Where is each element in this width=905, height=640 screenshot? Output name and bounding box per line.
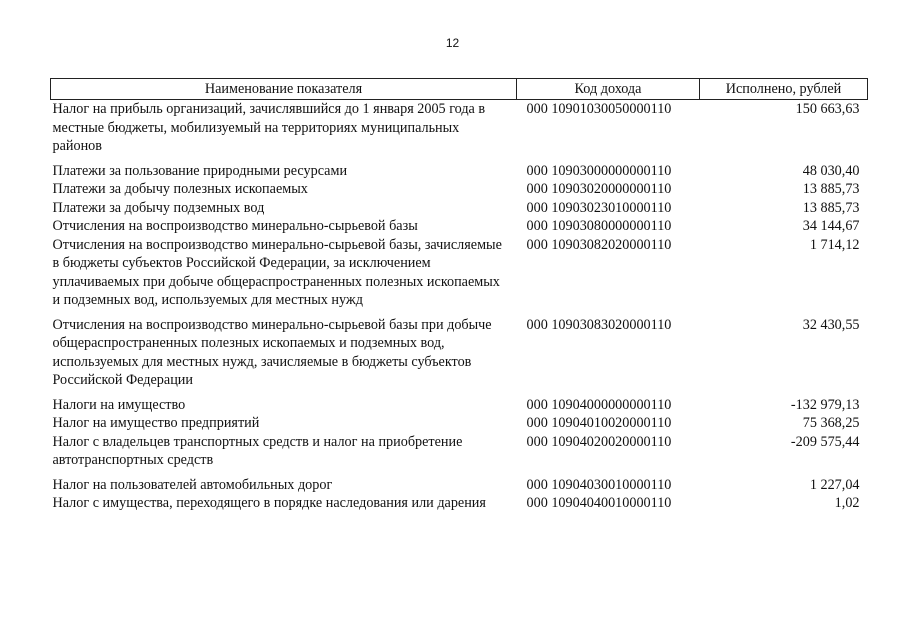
table-row <box>51 414 868 433</box>
indicator-name: Платежи за пользование природными ресурсами <box>52 162 348 179</box>
income-code: 000 10903083020000110 <box>526 316 672 333</box>
table-row <box>51 100 868 162</box>
table-body <box>51 100 868 513</box>
income-code: 000 10903020000000110 <box>526 181 672 197</box>
income-code: 000 10903023010000110 <box>526 199 672 216</box>
executed-amount: 1,02 <box>834 495 860 511</box>
indicator-name: Налоги на имущество <box>52 396 186 413</box>
table-row <box>51 396 868 415</box>
executed-amount: 32 430,55 <box>802 316 860 333</box>
executed-amount: 1 714,12 <box>809 236 860 253</box>
indicator-name: Налог с имущества, переходящего в порядке наследования или дарения <box>52 495 486 511</box>
indicator-name: Налог на имущество предприятий <box>52 415 260 431</box>
income-code: 000 10903080000000110 <box>526 218 672 234</box>
income-code: 000 10904010020000110 <box>526 415 672 431</box>
income-code: 000 10904020020000110 <box>526 433 672 450</box>
executed-amount: 13 885,73 <box>802 199 860 216</box>
executed-amount: 48 030,40 <box>802 162 860 179</box>
header-indicator-name: Наименование показателя <box>51 79 517 100</box>
table-row <box>51 433 868 476</box>
executed-amount: 13 885,73 <box>802 181 860 197</box>
executed-amount: -209 575,44 <box>790 433 860 450</box>
executed-amount: 150 663,63 <box>795 101 860 117</box>
header-income-code: Код дохода <box>517 79 700 100</box>
income-code: 000 10901030050000110 <box>526 101 672 117</box>
indicator-name: Отчисления на воспроизводство минерально-сырьевой базы, зачисляемые в бюджеты субъектов Российской Федерации, за исключением уплачиваемых при добыче общераспространенных полезных ископаемых и подземных вод, используемых для местных нужд <box>52 236 502 308</box>
table-row <box>51 180 868 199</box>
header-row <box>51 79 868 100</box>
table-row <box>51 476 868 495</box>
indicator-name: Отчисления на воспроизводство минерально-сырьевой базы при добыче общераспространенных полезных ископаемых и подземных вод, используемых для местных нужд, зачисляемые в бюджеты субъектов Российской Федерации <box>52 316 492 388</box>
income-code: 000 10904030010000110 <box>526 476 672 493</box>
table-row <box>51 162 868 181</box>
table-row <box>51 494 868 513</box>
executed-amount: 34 144,67 <box>802 218 860 234</box>
table-header <box>51 79 868 100</box>
page-number: 12 <box>445 36 460 50</box>
revenue-table <box>50 78 868 513</box>
executed-amount: -132 979,13 <box>790 396 860 413</box>
table-row <box>51 236 868 316</box>
executed-amount: 1 227,04 <box>809 476 860 493</box>
table-row <box>51 217 868 236</box>
income-code: 000 10903082020000110 <box>526 236 672 253</box>
income-code: 000 10904040010000110 <box>526 495 672 511</box>
income-code: 000 10904000000000110 <box>526 396 672 413</box>
income-code: 000 10903000000000110 <box>526 162 672 179</box>
indicator-name: Отчисления на воспроизводство минерально-сырьевой базы <box>52 218 418 234</box>
indicator-name: Налог с владельцев транспортных средств и налог на приобретение автотранспортных средств <box>52 433 463 468</box>
header-executed-amount: Исполнено, рублей <box>700 79 868 100</box>
indicator-name: Налог на прибыль организаций, зачислявшийся до 1 января 2005 года в местные бюджеты, мобилизуемый на территориях муниципальных районов <box>52 101 486 154</box>
table-row <box>51 316 868 396</box>
executed-amount: 75 368,25 <box>802 415 860 431</box>
indicator-name: Платежи за добычу подземных вод <box>52 199 265 216</box>
indicator-name: Налог на пользователей автомобильных дорог <box>52 476 333 493</box>
indicator-name: Платежи за добычу полезных ископаемых <box>52 181 308 197</box>
table-row <box>51 199 868 218</box>
